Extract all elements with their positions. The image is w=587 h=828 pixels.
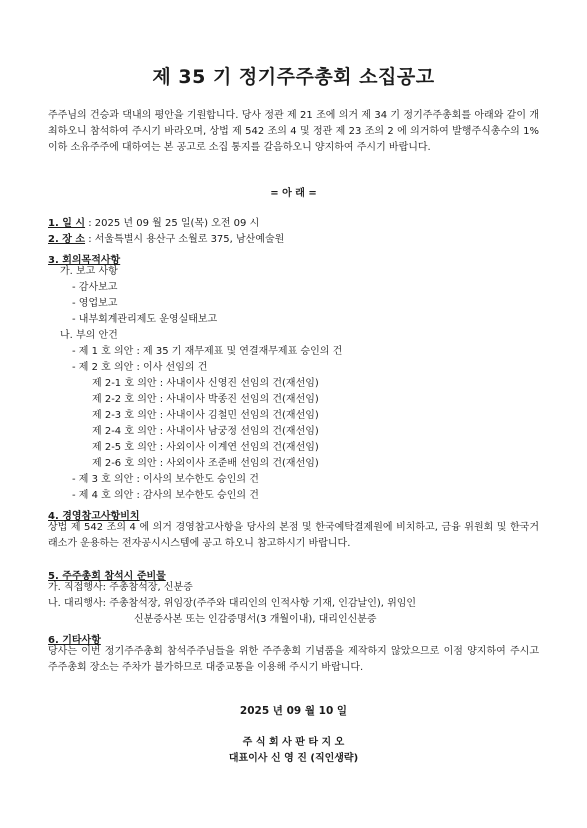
notice-heading: = 아 래 = xyxy=(270,188,317,199)
page-title: 제 35 기 정기주주총회 소집공고 xyxy=(152,66,435,88)
proxy-attendance-item: 나. 대리행사: 주총참석장, 위임장(주주와 대리인의 인적사항 기재, 인감날인), 위임인 xyxy=(48,598,417,609)
intro-paragraph: 주주님의 건승과 댁내의 평안을 기원합니다. 당사 정관 제 21 조에 의거 제 34 기 정기주주총회를 아래와 같이 개최하오니 참석하여 주시기 바라오며, 상법 제 542 조의 4 및 정관 제 23 조의 2 에 의거하여 발행주식총수의 1% 이하 소유주주에 대하여는 본 공고로 소집 통지를 갈음하오니 양지하여 주시기 바랍니다. xyxy=(48,110,539,153)
agenda-item: - 제 2 호 의안 : 이사 선임의 건 xyxy=(72,362,208,373)
proxy-attendance-item-cont: 신분증사본 또는 인감증명서(3 개월이내), 대리인신분증 xyxy=(134,614,377,625)
section-reference-heading: 4. 경영참고사항비치 xyxy=(48,511,140,522)
section-preparation-heading: 5. 주주총회 참석시 준비물 xyxy=(48,571,166,582)
report-items-heading: 가. 보고 사항 xyxy=(60,266,118,277)
director-item: 제 2-6 호 의안 : 사외이사 조준배 선임의 건(재선임) xyxy=(92,458,319,469)
item-datetime-value: : 2025 년 09 월 25 일(목) 오전 09 시 xyxy=(85,218,260,229)
direct-attendance-item: 가. 직접행사: 주총참석장, 신분증 xyxy=(48,582,193,593)
agenda-items-heading: 나. 부의 안건 xyxy=(60,330,118,341)
director-item: 제 2-2 호 의안 : 사내이사 박종진 선임의 건(재선임) xyxy=(92,394,319,405)
misc-paragraph: 당사는 이번 정기주주총회 참석주주님들을 위한 주주총회 기념품을 제작하지 않았으므로 이점 양지하여 주시고 주주총회 장소는 주차가 불가하므로 대중교통을 이용해 주시기 바랍니다. xyxy=(48,646,539,673)
director-item: 제 2-1 호 의안 : 사내이사 신영진 선임의 건(재선임) xyxy=(92,378,319,389)
item-datetime xyxy=(48,216,259,232)
section-misc-heading: 6. 기타사항 xyxy=(48,635,101,646)
report-item: - 영업보고 xyxy=(72,298,118,309)
section-agenda-heading: 3. 회의목적사항 xyxy=(48,255,121,266)
reference-paragraph: 상법 제 542 조의 4 에 의거 경영참고사항을 당사의 본점 및 한국예탁결제원에 비치하고, 금융 위원회 및 한국거래소가 운용하는 전자공시시스템에 공고 하오니 참고하시기 바랍니다. xyxy=(48,522,539,549)
report-item: - 감사보고 xyxy=(72,282,118,293)
director-item: 제 2-4 호 의안 : 사내이사 남궁정 선임의 건(재선임) xyxy=(92,426,319,437)
item-venue-value: : 서울특별시 용산구 소월로 375, 남산예술원 xyxy=(85,234,285,245)
ceo-signature: 대표이사 신 영 진 (직인생략) xyxy=(228,753,359,764)
item-datetime-label: 1. 일 시 xyxy=(48,218,86,229)
director-item: 제 2-3 호 의안 : 사내이사 김철민 선임의 건(재선임) xyxy=(92,410,319,421)
company-name: 주 식 회 사 판 타 지 오 xyxy=(242,737,345,748)
notice-date: 2025 년 09 월 10 일 xyxy=(239,705,348,717)
item-venue-label: 2. 장 소 xyxy=(48,234,86,245)
director-item: 제 2-5 호 의안 : 사외이사 이계연 선임의 건(재선임) xyxy=(92,442,319,453)
agenda-item: - 제 3 호 의안 : 이사의 보수한도 승인의 건 xyxy=(72,474,259,485)
agenda-item: - 제 4 호 의안 : 감사의 보수한도 승인의 건 xyxy=(72,490,259,501)
report-item: - 내부회계관리제도 운영실태보고 xyxy=(72,314,218,325)
agenda-item: - 제 1 호 의안 : 제 35 기 재무제표 및 연결재무제표 승인의 건 xyxy=(72,346,343,357)
item-venue xyxy=(48,232,284,248)
